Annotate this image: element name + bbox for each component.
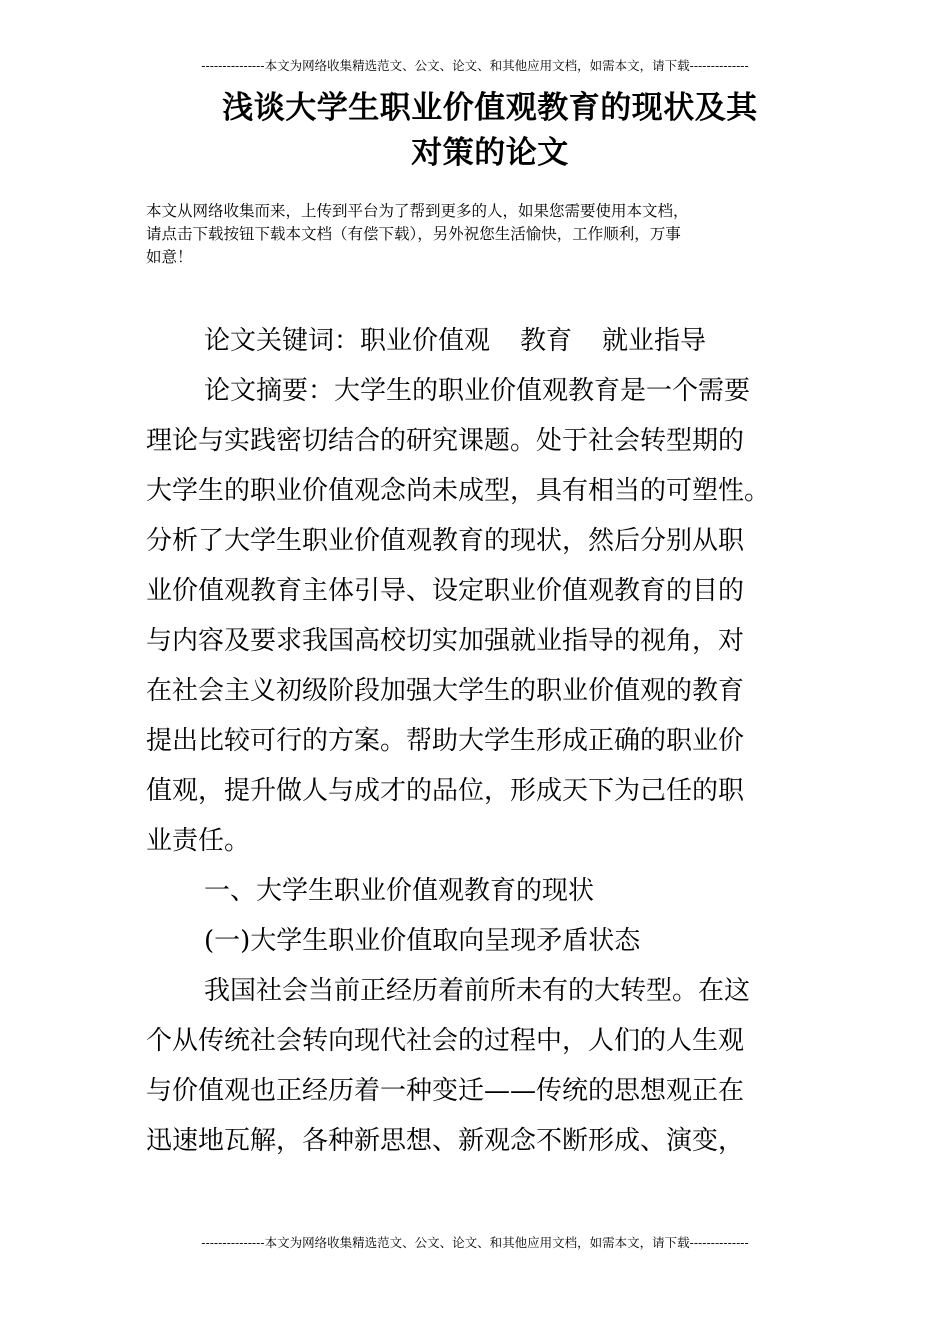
keywords-line (146, 316, 810, 366)
abstract-line: 值观，提升做人与成才的品位，形成天下为己任的职 (146, 776, 745, 806)
abstract-line: 大学生的职业价值观念尚未成型，具有相当的可塑性。 (146, 476, 771, 506)
paragraph-line: 我国社会当前正经历着前所未有的大转型。在这 (204, 976, 751, 1006)
document-title (140, 86, 840, 176)
abstract-line: 论文摘要：大学生的职业价值观教育是一个需要 (204, 376, 751, 406)
title-line-1: 浅谈大学生职业价值观教育的现状及其 (222, 90, 758, 126)
abstract-line: 提出比较可行的方案。帮助大学生形成正确的职业价 (146, 726, 745, 756)
abstract-line: 分析了大学生职业价值观教育的现状，然后分别从职 (146, 526, 745, 556)
paragraph-line: 与价值观也正经历着一种变迁——传统的思想观正在 (146, 1076, 745, 1106)
notice-line-1: 本文从网络收集而来，上传到平台为了帮到更多的人，如果您需要使用本文档， (146, 202, 689, 220)
keywords-label: 论文关键词： (204, 326, 361, 356)
page-footer: ---------------本文为网络收集精选范文、公文、论文、和其他应用文档，如需本文，请下载-------------- (201, 1235, 749, 1250)
page-header: ---------------本文为网络收集精选范文、公文、论文、和其他应用文档，如需本文，请下载-------------- (201, 58, 749, 73)
download-notice (146, 200, 810, 269)
paragraph-line: 个从传统社会转向现代社会的过程中，人们的人生观 (146, 1026, 745, 1056)
paragraph-line: 迅速地瓦解，各种新思想、新观念不断形成、演变， (146, 1126, 745, 1156)
keyword-item: 教育 (520, 326, 573, 356)
abstract-line: 理论与实践密切结合的研究课题。处于社会转型期的 (146, 426, 745, 456)
subsection-heading: (一)大学生职业价值取向呈现矛盾状态 (204, 926, 641, 956)
abstract-line: 业责任。 (146, 826, 251, 856)
notice-line-2: 请点击下载按钮下载本文档（有偿下载），另外祝您生活愉快，工作顺利，万事 (146, 225, 681, 243)
keyword-item: 职业价值观 (360, 326, 491, 356)
abstract-line: 业价值观教育主体引导、设定职业价值观教育的目的 (146, 576, 745, 606)
notice-line-3: 如意！ (146, 248, 193, 266)
title-line-2: 对策的论文 (411, 135, 569, 171)
abstract-line: 与内容及要求我国高校切实加强就业指导的视角，对 (146, 626, 745, 656)
document-body (146, 316, 810, 1166)
section-heading: 一、大学生职业价值观教育的现状 (204, 876, 595, 906)
keyword-item: 就业指导 (602, 326, 707, 356)
abstract-line: 在社会主义初级阶段加强大学生的职业价值观的教育 (146, 676, 745, 706)
